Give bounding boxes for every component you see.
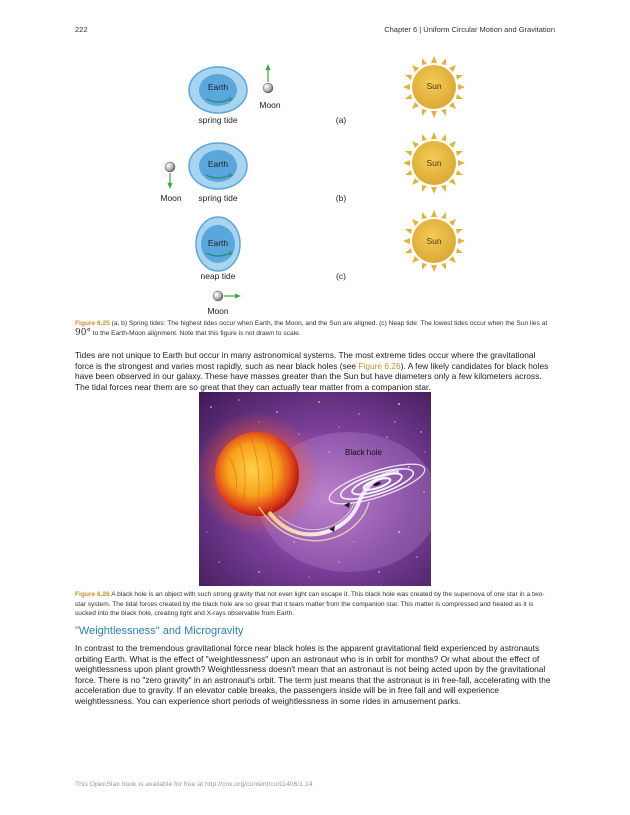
figure-6-25-caption [75,319,555,338]
moon-a-icon [263,64,273,93]
caption-text-part2: to the Earth-Moon alignment. Note that this figure is not drawn to scale. [90,329,301,337]
tide-a-label: spring tide [198,115,238,125]
black-hole-label: Black hole [345,448,382,457]
earth-b-label: Earth [207,159,229,169]
moon-a-label: Moon [259,100,281,110]
figure-6-26-link[interactable]: Figure 6.26 [358,360,401,371]
chapter-header: Chapter 6 | Uniform Circular Motion and Gravitation [384,25,555,34]
tides-figure [0,0,630,320]
ninety-degrees-math: 90° [75,327,91,338]
moon-c-icon [213,291,241,301]
panel-c-letter: (c) [336,271,346,281]
sun-a-label: Sun [426,81,442,91]
caption-text-part1: (a, b) Spring tides: The highest tides occur when Earth, the Moon, and the Sun are aligned. (c) Neap tide: The lowest tides occur when the Sun lies at [109,320,548,327]
page-number: 222 [75,25,88,34]
figure-6-26-label: Figure 6.26 [75,591,110,598]
paragraph-part1: Tides are not unique to Earth but occur in many astronomical systems. The most extreme tides occur where the gravitational force is the strongest and varies most rapidly, such as near black holes (see [75,350,536,371]
footer-text: This OpenStax book is available for free at http://cnx.org/content/col11406/1.14 [75,781,313,788]
moon-b-icon [165,162,175,189]
black-hole-image [199,392,431,586]
figure-6-25-label: Figure 6.25 [75,320,110,327]
section-heading: "Weightlessness" and Microgravity [75,625,244,637]
panel-b-letter: (b) [335,193,347,203]
black-hole-illustration [199,392,431,586]
sun-b-label: Sun [426,158,442,168]
figure-6-26-caption-text: A black hole is an object with such strong gravity that not even light can escape it. This black hole was created by the supernova of one star in a two-star system. The tidal forces created by the black hole are so great that it tears matter from the companion star. This matter is compressed and heated as it is sucked into the black hole, creating light and X-rays observable from Earth. [75,591,545,618]
tide-c-label: neap tide [200,271,236,281]
moon-c-label: Moon [207,306,229,316]
figure-6-26-caption [75,590,555,619]
weightlessness-paragraph: In contrast to the tremendous gravitational force near black holes is the apparent gravitational field experienced by astronauts orbiting Earth. What is the effect of "weightlessness" upon an astronaut who is in orbit for months? Or what about the effect of weightlessness upon plant growth? Weightlessness doesn't mean that an astronaut is not being acted upon by the gravitational force. There is no "zero gravity" in an astronaut's orbit. The term just means that the astronaut is in free-fall, accelerating with the acceleration due to gravity. If an elevator cable breaks, the passengers inside will be in free fall and will experience weightlessness. You can experience short periods of weightlessness in some rides in amusement parks. [75,643,551,706]
tides-diagram [0,0,630,320]
paragraph-part2: ). A few likely candidates for black holes have been observed in our galaxy. These have masses greater than the Sun but have diameters only a few kilometers across. The tidal forces near them are so great that they can actually tear matter from a companion star. [75,360,549,392]
earth-a-label: Earth [207,82,229,92]
tide-b-label: spring tide [198,193,238,203]
moon-b-label: Moon [160,193,182,203]
sun-c-label: Sun [426,236,442,246]
earth-c-label: Earth [207,238,229,248]
panel-a-letter: (a) [335,115,347,125]
tides-paragraph [75,350,555,392]
